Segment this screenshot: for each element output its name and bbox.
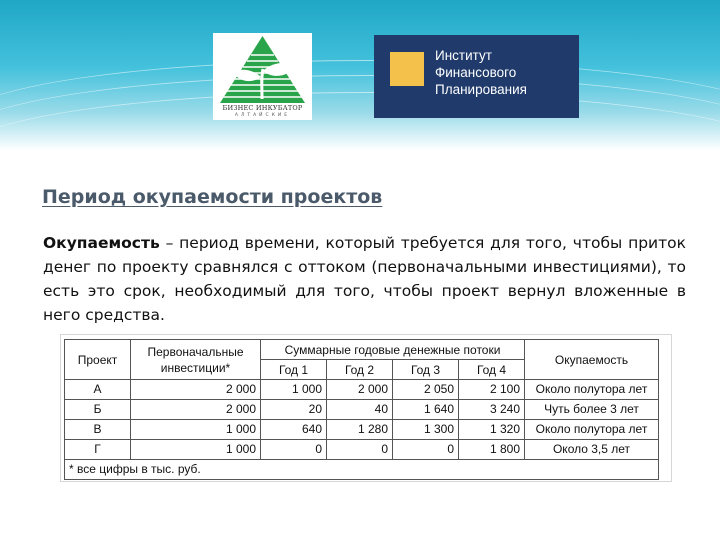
- header-band: [0, 0, 720, 150]
- cell-year4: 3 240: [459, 400, 525, 420]
- header-project: Проект: [65, 340, 131, 380]
- cell-year3: 0: [393, 440, 459, 460]
- definition-paragraph: [43, 231, 686, 327]
- incubator-name: БИЗНЕС ИНКУБАТОР: [222, 104, 303, 112]
- table-row: [65, 380, 659, 400]
- ifp-line3: Планирования: [435, 82, 527, 97]
- table-row: [65, 400, 659, 420]
- payback-table-card: [60, 334, 672, 482]
- cell-year1: 640: [261, 420, 327, 440]
- cell-year4: 1 320: [459, 420, 525, 440]
- table-footnote-row: [65, 460, 659, 480]
- page-title: Период окупаемости проектов: [42, 186, 383, 208]
- table-row: [65, 420, 659, 440]
- cell-year4: 1 800: [459, 440, 525, 460]
- header-payback: Окупаемость: [525, 340, 659, 380]
- cell-investment: 1 000: [131, 420, 261, 440]
- cell-year1: 0: [261, 440, 327, 460]
- cell-year2: 40: [327, 400, 393, 420]
- cell-year2: 1 280: [327, 420, 393, 440]
- cell-payback: Около полутора лет: [525, 380, 659, 400]
- definition-term: Окупаемость: [43, 234, 160, 252]
- cell-payback: Около полутора лет: [525, 420, 659, 440]
- header-year: Год 4: [459, 360, 525, 380]
- cell-year3: 1 300: [393, 420, 459, 440]
- table-header-row: [65, 340, 659, 360]
- header-investment: Первоначальные инвестиции*: [131, 340, 261, 380]
- ifp-line2: Финансового: [435, 65, 517, 80]
- cell-year2: 2 000: [327, 380, 393, 400]
- cell-project: Б: [65, 400, 131, 420]
- header-cash-flows: Суммарные годовые денежные потоки: [261, 340, 525, 360]
- payback-table: [64, 339, 659, 480]
- cell-project: В: [65, 420, 131, 440]
- business-incubator-logo: [213, 33, 312, 120]
- incubator-triangle-icon: [213, 33, 312, 105]
- cell-year3: 1 640: [393, 400, 459, 420]
- cell-year2: 0: [327, 440, 393, 460]
- header-year: Год 1: [261, 360, 327, 380]
- table-footnote: * все цифры в тыс. руб.: [65, 460, 659, 480]
- incubator-region: АЛТАЙСКИЕ: [234, 113, 291, 118]
- cell-investment: 2 000: [131, 400, 261, 420]
- cell-year1: 20: [261, 400, 327, 420]
- ifp-square-icon: [390, 52, 424, 86]
- cell-payback: Чуть более 3 лет: [525, 400, 659, 420]
- cell-investment: 2 000: [131, 380, 261, 400]
- cell-year4: 2 100: [459, 380, 525, 400]
- ifp-logo: [374, 35, 579, 118]
- cell-year1: 1 000: [261, 380, 327, 400]
- header-year: Год 2: [327, 360, 393, 380]
- table-row: [65, 440, 659, 460]
- cell-year3: 2 050: [393, 380, 459, 400]
- cell-payback: Около 3,5 лет: [525, 440, 659, 460]
- ifp-logo-text: [435, 47, 527, 98]
- header-year: Год 3: [393, 360, 459, 380]
- cell-project: Г: [65, 440, 131, 460]
- ifp-line1: Институт: [435, 48, 492, 63]
- cell-project: А: [65, 380, 131, 400]
- cell-investment: 1 000: [131, 440, 261, 460]
- definition-text: – период времени, который требуется для того, чтобы приток денег по проекту сравнялся с оттоком (первоначальными инвестициями), то есть это срок, необходимый для того, чтобы проект вернул вложенные в него средства.: [43, 234, 686, 324]
